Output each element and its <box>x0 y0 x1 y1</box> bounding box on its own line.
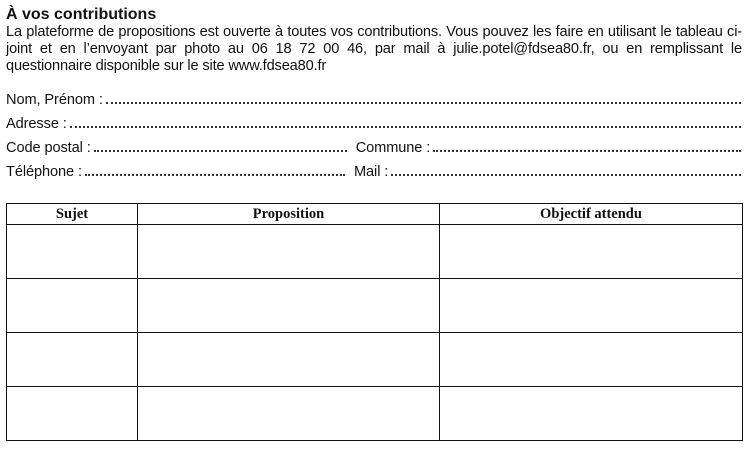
table-row <box>7 333 743 387</box>
proposition-cell[interactable] <box>138 279 440 333</box>
section-heading: À vos contributions <box>6 6 157 23</box>
mail-label: Mail : <box>353 164 389 180</box>
proposition-cell[interactable] <box>138 225 440 279</box>
postal-label: Code postal : <box>6 140 91 156</box>
sujet-cell[interactable] <box>7 279 138 333</box>
contact-form <box>6 84 742 180</box>
header-sujet: Sujet <box>7 204 138 225</box>
header-proposition: Proposition <box>138 204 440 225</box>
name-field[interactable] <box>106 101 741 104</box>
objectif-cell[interactable] <box>440 225 743 279</box>
address-row <box>6 108 742 132</box>
commune-label: Commune : <box>355 140 431 156</box>
table-row <box>7 279 743 333</box>
phone-field[interactable] <box>85 173 345 176</box>
document-page <box>6 0 742 180</box>
objectif-cell[interactable] <box>440 333 743 387</box>
name-label: Nom, Prénom : <box>6 92 103 108</box>
objectif-cell[interactable] <box>440 279 743 333</box>
postal-commune-row <box>6 132 742 156</box>
proposition-cell[interactable] <box>138 333 440 387</box>
sujet-cell[interactable] <box>7 333 138 387</box>
proposition-cell[interactable] <box>138 387 440 441</box>
phone-mail-row <box>6 156 742 180</box>
sujet-cell[interactable] <box>7 225 138 279</box>
postal-field[interactable] <box>94 149 347 152</box>
contributions-table <box>6 203 743 441</box>
table-body <box>7 225 743 441</box>
mail-field[interactable] <box>391 173 741 176</box>
intro-paragraph: La plateforme de propositions est ouverte à toutes vos contributions. Vous pouvez les faire en utilisant le tableau ci-joint et en l’envoyant par photo au 06 18 72 00 46, par mail à julie.potel@fdsea80.fr, ou en remplissant le questionnaire disponible sur le site www.fdsea80.fr <box>6 24 742 74</box>
objectif-cell[interactable] <box>440 387 743 441</box>
table-row <box>7 225 743 279</box>
header-objectif: Objectif attendu <box>440 204 743 225</box>
sujet-cell[interactable] <box>7 387 138 441</box>
table-row <box>7 387 743 441</box>
address-field[interactable] <box>70 125 741 128</box>
phone-label: Téléphone : <box>6 164 82 180</box>
name-row <box>6 84 742 108</box>
commune-field[interactable] <box>433 149 741 152</box>
address-label: Adresse : <box>6 116 67 132</box>
table-header-row <box>7 204 743 225</box>
